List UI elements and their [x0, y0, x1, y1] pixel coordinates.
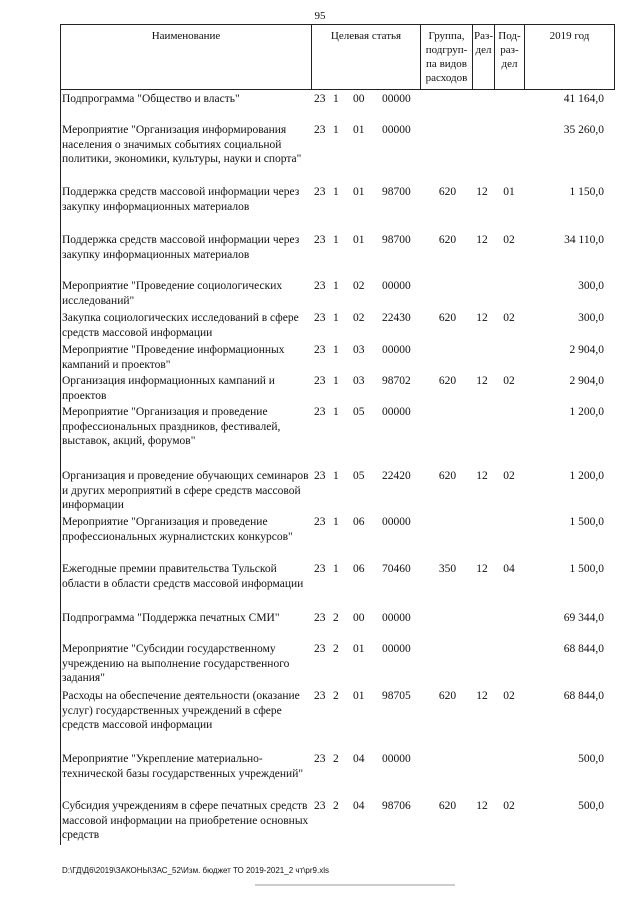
row-code-direction: 22430 — [382, 312, 411, 324]
row-name: Мероприятие "Организация и проведение профессиональных праздников, фестивалей, выставок, акций, форумов" — [62, 406, 281, 447]
row-code-subprogram: 2 — [333, 753, 339, 765]
row-code-subprogram: 1 — [333, 124, 339, 136]
row-name: Мероприятие "Проведение информационных кампаний и проектов" — [62, 344, 285, 371]
row-amount: 1 150,0 — [569, 186, 604, 198]
row-amount: 2 904,0 — [569, 344, 604, 356]
row-code-program: 23 — [314, 563, 326, 575]
row-code-measure: 06 — [353, 563, 365, 575]
row-subsection: 02 — [503, 234, 515, 246]
page-number: 95 — [314, 10, 326, 22]
row-code-measure: 00 — [353, 612, 365, 624]
row-code-direction: 98702 — [382, 375, 411, 387]
row-code-program: 23 — [314, 375, 326, 387]
row-subsection: 02 — [503, 375, 515, 387]
row-code-direction: 00000 — [382, 516, 411, 528]
row-code-direction: 98700 — [382, 234, 411, 246]
row-code-subprogram: 1 — [333, 470, 339, 482]
row-name: Расходы на обеспечение деятельности (оказание услуг) государственных учреждений в сфере средств массовой информации — [62, 690, 300, 731]
row-code-direction: 98706 — [382, 800, 411, 812]
row-code-program: 23 — [314, 516, 326, 528]
row-section: 12 — [476, 186, 488, 198]
row-code-direction: 00000 — [382, 612, 411, 624]
row-name: Закупка социологических исследований в сфере средств массовой информации — [62, 312, 299, 339]
row-code-direction: 98705 — [382, 690, 411, 702]
row-code-measure: 00 — [353, 93, 365, 105]
row-code-direction: 00000 — [382, 124, 411, 136]
row-code-subprogram: 1 — [333, 312, 339, 324]
row-code-subprogram: 2 — [333, 800, 339, 812]
header-section: Раз- дел — [472, 25, 494, 89]
row-code-program: 23 — [314, 93, 326, 105]
row-code-measure: 03 — [353, 375, 365, 387]
left-border — [60, 90, 61, 845]
row-code-program: 23 — [314, 280, 326, 292]
row-code-subprogram: 2 — [333, 643, 339, 655]
header-year: 2019 год — [524, 25, 614, 89]
row-subsection: 02 — [503, 312, 515, 324]
row-code-program: 23 — [314, 470, 326, 482]
row-subsection: 04 — [503, 563, 515, 575]
row-code-program: 23 — [314, 186, 326, 198]
row-code-measure: 02 — [353, 280, 365, 292]
row-amount: 35 260,0 — [563, 124, 604, 136]
row-code-measure: 01 — [353, 186, 365, 198]
row-amount: 68 844,0 — [563, 643, 604, 655]
row-group: 350 — [438, 563, 457, 575]
row-group: 620 — [438, 690, 457, 702]
row-amount: 1 200,0 — [569, 470, 604, 482]
row-group: 620 — [438, 186, 457, 198]
row-amount: 1 500,0 — [569, 563, 604, 575]
row-code-subprogram: 1 — [333, 563, 339, 575]
row-amount: 1 200,0 — [569, 406, 604, 418]
row-code-subprogram: 2 — [333, 612, 339, 624]
header-target-article: Целевая статья — [311, 25, 420, 89]
row-name: Поддержка средств массовой информации через закупку информационных материалов — [62, 234, 300, 261]
row-subsection: 02 — [503, 470, 515, 482]
row-code-program: 23 — [314, 406, 326, 418]
row-code-measure: 03 — [353, 344, 365, 356]
row-section: 12 — [476, 375, 488, 387]
row-code-program: 23 — [314, 312, 326, 324]
row-group: 620 — [438, 234, 457, 246]
row-name: Мероприятие "Субсидии государственному учреждению на выполнение государственного задания" — [62, 643, 290, 684]
row-subsection: 02 — [503, 690, 515, 702]
row-code-subprogram: 1 — [333, 234, 339, 246]
row-section: 12 — [476, 800, 488, 812]
row-code-subprogram: 1 — [333, 406, 339, 418]
row-group: 620 — [438, 312, 457, 324]
row-section: 12 — [476, 690, 488, 702]
row-name: Организация информационных кампаний и проектов — [62, 375, 275, 402]
row-name: Ежегодные премии правительства Тульской области в области средств массовой информации — [62, 563, 304, 590]
row-code-measure: 04 — [353, 753, 365, 765]
row-code-measure: 06 — [353, 516, 365, 528]
row-section: 12 — [476, 312, 488, 324]
scan-smudge — [255, 884, 455, 886]
row-group: 620 — [438, 800, 457, 812]
row-code-program: 23 — [314, 690, 326, 702]
row-group: 620 — [438, 470, 457, 482]
row-amount: 69 344,0 — [563, 612, 604, 624]
row-amount: 41 164,0 — [563, 93, 604, 105]
row-name: Субсидия учреждениям в сфере печатных средств массовой информации на приобретение основных средств — [62, 800, 309, 841]
row-code-direction: 98700 — [382, 186, 411, 198]
header-group: Группа, подгруп- па видов расходов — [420, 25, 472, 89]
row-code-measure: 01 — [353, 643, 365, 655]
table-header — [60, 24, 615, 90]
row-code-program: 23 — [314, 753, 326, 765]
row-code-measure: 05 — [353, 470, 365, 482]
row-code-subprogram: 2 — [333, 690, 339, 702]
row-code-subprogram: 1 — [333, 375, 339, 387]
file-path-footer: D:\ГД\Д6\2019\ЗАКОНЫ\ЗАС_52\Изм. бюджет ТО 2019-2021_2 чт\pr9.xls — [62, 866, 329, 875]
row-name: Мероприятие "Организация и проведение профессиональных журналистских конкурсов" — [62, 516, 293, 543]
row-code-measure: 02 — [353, 312, 365, 324]
row-code-direction: 00000 — [382, 280, 411, 292]
row-code-program: 23 — [314, 643, 326, 655]
row-code-measure: 01 — [353, 234, 365, 246]
row-code-subprogram: 1 — [333, 516, 339, 528]
row-name: Мероприятие "Проведение социологических исследований" — [62, 280, 283, 307]
row-amount: 1 500,0 — [569, 516, 604, 528]
row-code-measure: 05 — [353, 406, 365, 418]
row-code-program: 23 — [314, 234, 326, 246]
header-name: Наименование — [151, 30, 221, 42]
row-code-measure: 01 — [353, 124, 365, 136]
row-code-measure: 04 — [353, 800, 365, 812]
row-code-direction: 00000 — [382, 93, 411, 105]
row-amount: 2 904,0 — [569, 375, 604, 387]
row-name: Подпрограмма "Общество и власть" — [62, 93, 240, 105]
row-amount: 300,0 — [578, 280, 604, 292]
row-code-program: 23 — [314, 124, 326, 136]
header-subsection: Под- раз- дел — [494, 25, 524, 89]
row-code-direction: 00000 — [382, 753, 411, 765]
row-section: 12 — [476, 563, 488, 575]
row-code-subprogram: 1 — [333, 280, 339, 292]
row-name: Организация и проведение обучающих семинаров и других мероприятий в сфере средств массовой информации — [62, 470, 309, 511]
row-code-measure: 01 — [353, 690, 365, 702]
row-code-subprogram: 1 — [333, 93, 339, 105]
row-group: 620 — [438, 375, 457, 387]
row-code-subprogram: 1 — [333, 186, 339, 198]
row-amount: 500,0 — [578, 753, 604, 765]
row-name: Подпрограмма "Поддержка печатных СМИ" — [62, 612, 280, 624]
row-code-direction: 70460 — [382, 563, 411, 575]
row-code-direction: 00000 — [382, 643, 411, 655]
row-subsection: 01 — [503, 186, 515, 198]
row-code-program: 23 — [314, 344, 326, 356]
row-amount: 68 844,0 — [563, 690, 604, 702]
row-code-direction: 22420 — [382, 470, 411, 482]
row-amount: 500,0 — [578, 800, 604, 812]
row-section: 12 — [476, 234, 488, 246]
row-name: Мероприятие "Организация информирования населения о значимых событиях социальной политики, экономики, культуры, науки и спорта" — [62, 124, 302, 165]
row-code-subprogram: 1 — [333, 344, 339, 356]
row-code-program: 23 — [314, 800, 326, 812]
row-name: Мероприятие "Укрепление материально-технической базы государственных учреждений" — [62, 753, 304, 780]
row-subsection: 02 — [503, 800, 515, 812]
row-code-direction: 00000 — [382, 344, 411, 356]
row-amount: 300,0 — [578, 312, 604, 324]
row-code-program: 23 — [314, 612, 326, 624]
row-section: 12 — [476, 470, 488, 482]
row-code-direction: 00000 — [382, 406, 411, 418]
row-name: Поддержка средств массовой информации через закупку информационных материалов — [62, 186, 300, 213]
row-amount: 34 110,0 — [564, 234, 604, 246]
